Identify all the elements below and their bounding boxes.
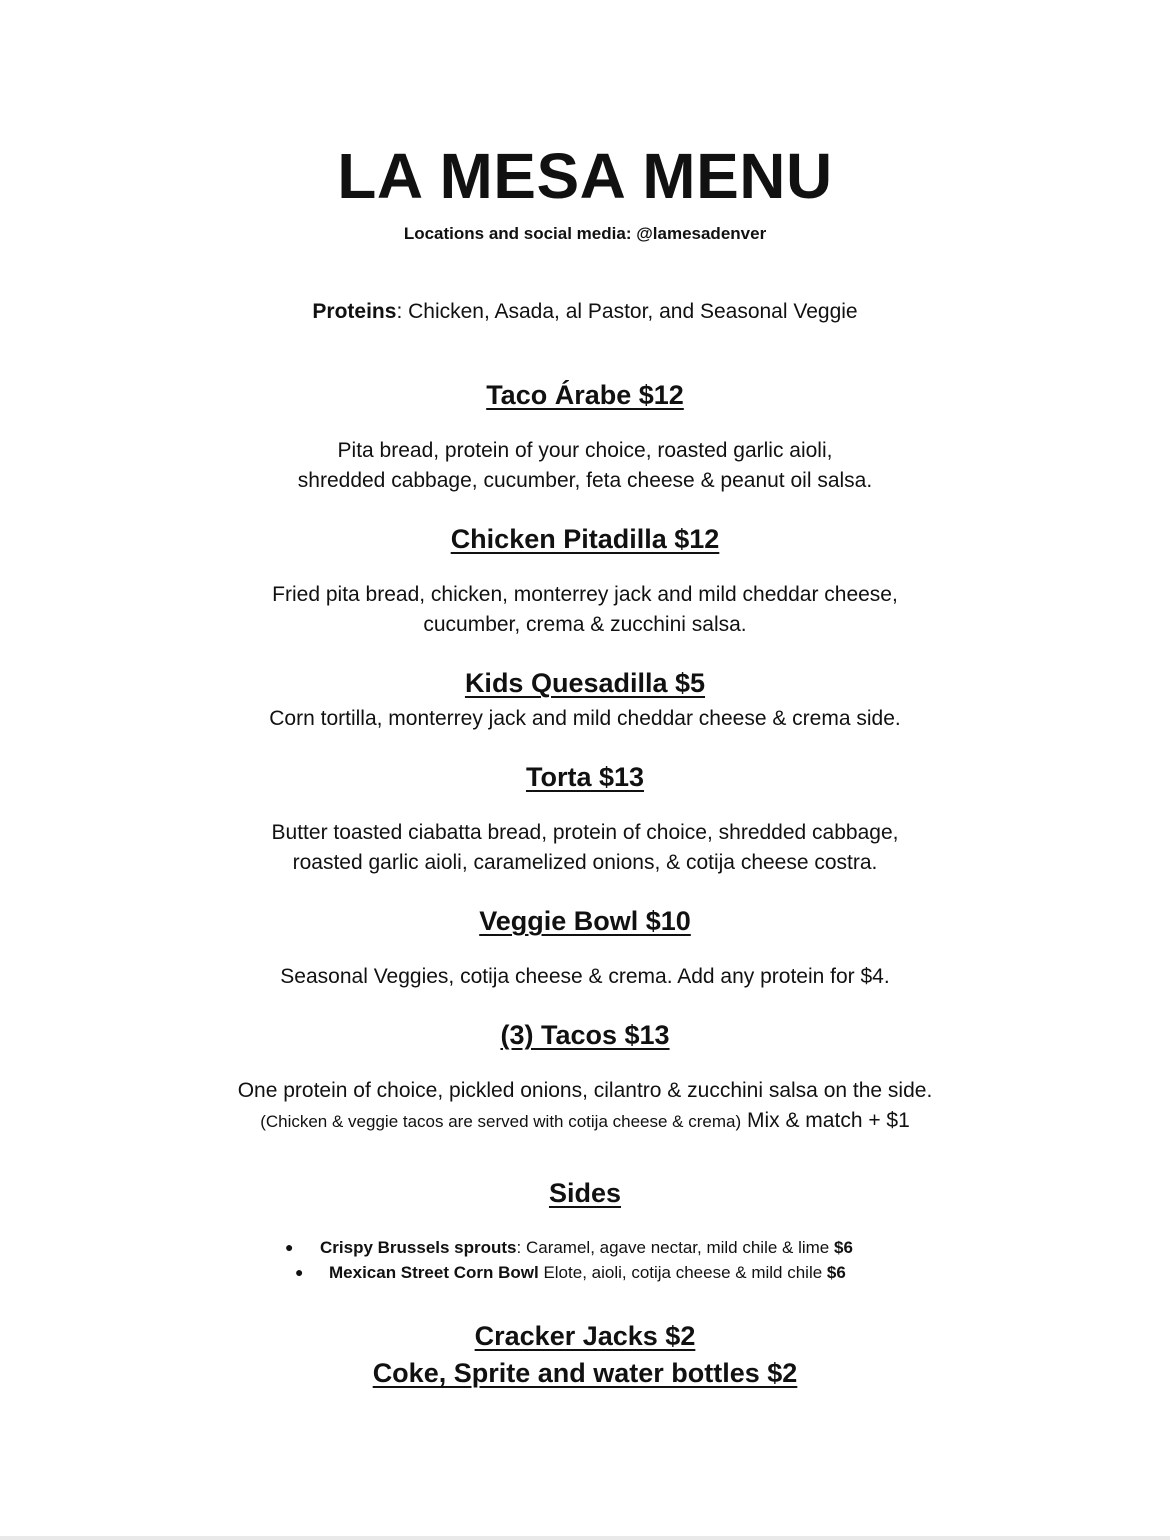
- side-item-text: [320, 1235, 853, 1260]
- description-line: cucumber, crema & zucchini salsa.: [423, 613, 747, 636]
- proteins-text: : Chicken, Asada, al Pastor, and Seasonal Veggie: [396, 300, 858, 323]
- menu-item-title: Chicken Pitadilla $12: [450, 524, 720, 554]
- menu-item-description: [0, 962, 1170, 992]
- menu-item-title: Veggie Bowl $10: [479, 906, 691, 936]
- page-bottom-edge: [0, 1536, 1170, 1540]
- note-small-text: (Chicken & veggie tacos are served with cotija cheese & crema): [260, 1112, 742, 1131]
- list-item: [0, 1235, 1170, 1260]
- proteins-label: Proteins: [312, 300, 397, 323]
- side-item-description: : Caramel, agave nectar, mild chile & lime: [516, 1238, 834, 1257]
- extra-item: Coke, Sprite and water bottles $2: [372, 1358, 798, 1388]
- side-item-description: Elote, aioli, cotija cheese & mild chile: [538, 1263, 827, 1282]
- menu-item-description: [0, 1076, 1170, 1137]
- side-item-price: $6: [833, 1238, 853, 1257]
- bullet-icon: ●: [285, 1239, 294, 1255]
- menu-item-title: Taco Árabe $12: [486, 380, 684, 410]
- description-line: roasted garlic aioli, caramelized onions, & cotija cheese costra.: [292, 851, 878, 874]
- bullet-icon: ●: [295, 1264, 304, 1280]
- menu-item-description: [0, 436, 1170, 496]
- extra-item: Cracker Jacks $2: [474, 1321, 696, 1351]
- side-item-name: Crispy Brussels sprouts: [320, 1238, 517, 1257]
- sides-list: [0, 1235, 1170, 1285]
- list-item: [0, 1260, 1170, 1285]
- menu-item-title: Torta $13: [525, 762, 645, 792]
- note-large-text: Mix & match + $1: [741, 1109, 910, 1132]
- description-line: One protein of choice, pickled onions, cilantro & zucchini salsa on the side.: [237, 1079, 933, 1102]
- description-line: shredded cabbage, cucumber, feta cheese & peanut oil salsa.: [297, 469, 873, 492]
- sides-title: Sides: [548, 1178, 622, 1208]
- side-item-name: Mexican Street Corn Bowl: [329, 1263, 539, 1282]
- description-line: Fried pita bread, chicken, monterrey jack and mild cheddar cheese,: [272, 583, 898, 606]
- description-line: Seasonal Veggies, cotija cheese & crema. Add any protein for $4.: [280, 965, 890, 988]
- menu-item-title: Kids Quesadilla $5: [464, 668, 706, 698]
- proteins-line: [0, 299, 1170, 325]
- side-item-price: $6: [826, 1263, 846, 1282]
- page-title: LA MESA MENU: [337, 140, 833, 212]
- side-item-text: [329, 1260, 846, 1285]
- description-line: Corn tortilla, monterrey jack and mild cheddar cheese & crema side.: [269, 707, 901, 730]
- menu-item-description: [0, 580, 1170, 640]
- page-subtitle: Locations and social media: @lamesadenver: [403, 224, 767, 243]
- description-note: [0, 1106, 1170, 1137]
- description-line: Butter toasted ciabatta bread, protein of choice, shredded cabbage,: [271, 821, 899, 844]
- menu-item-description: [0, 818, 1170, 878]
- description-line: Pita bread, protein of your choice, roasted garlic aioli,: [337, 439, 833, 462]
- menu-item-description: [0, 704, 1170, 734]
- menu-item-title: (3) Tacos $13: [500, 1020, 670, 1050]
